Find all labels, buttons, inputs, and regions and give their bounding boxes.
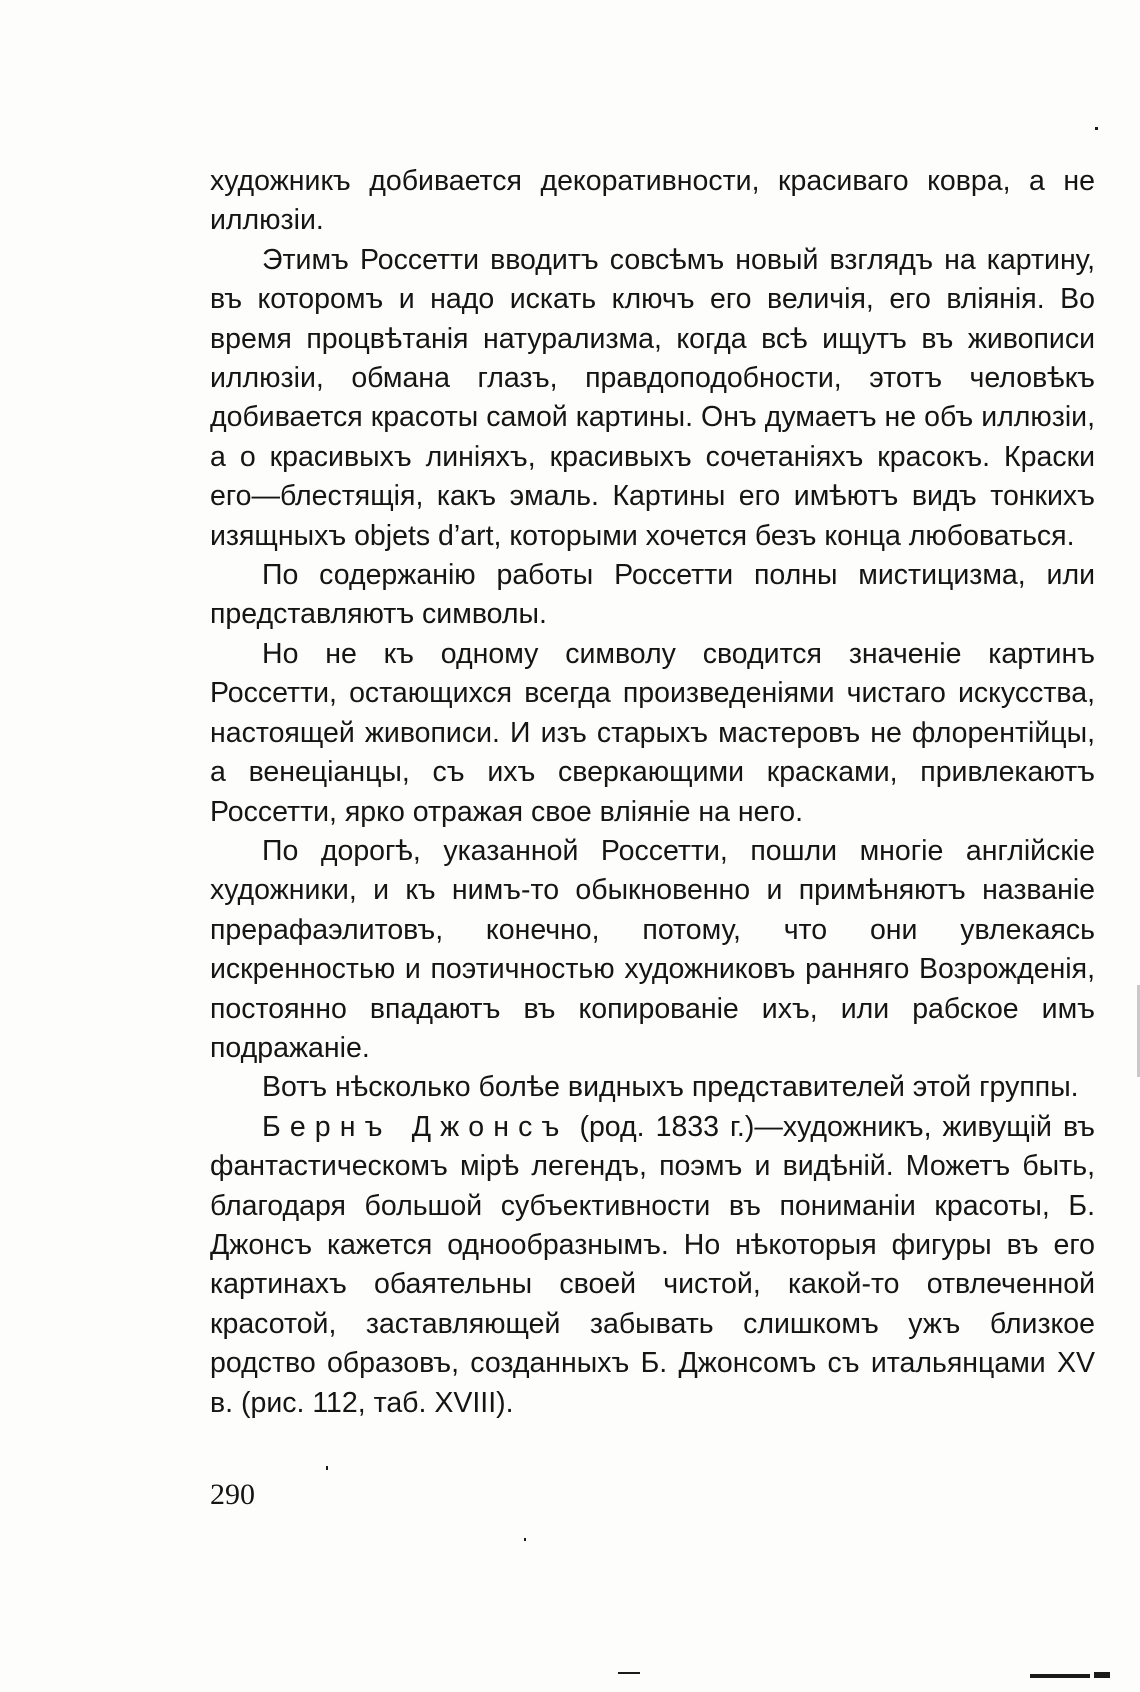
paragraph-burne-jones — [210, 1108, 1095, 1423]
scan-speck — [618, 1672, 640, 1674]
scan-speck — [1094, 1672, 1110, 1678]
body-text — [210, 162, 1095, 1423]
paragraph-continuation: художникъ добивается декоративности, красиваго ковра, а не иллюзіи. — [210, 165, 1095, 237]
scan-speck — [524, 1538, 526, 1541]
scan-speck — [1095, 127, 1098, 130]
scan-speck — [1030, 1674, 1090, 1678]
scan-speck — [326, 1466, 328, 1470]
paragraph-mysticism: По содержанію работы Россетти полны мистицизма, или представляютъ символы. — [210, 559, 1095, 631]
spaced-artist-name: Бернъ Джонсъ — [262, 1110, 569, 1143]
paragraph-group-intro: Вотъ нѣсколько болѣе видныхъ представителей этой группы. — [262, 1071, 1079, 1104]
burne-jones-text: (род. 1833 г.)—художникъ, живущій въ фантастическомъ мірѣ легендъ, поэмъ и видѣній. Можетъ быть, благодаря большой субъективности въ пониманіи красоты, Б. Джонсъ кажется однообразнымъ. Но нѣкоторыя фигуры въ его картинахъ обаятельны своей чистой, какой-то отвлеченной красотой, заставляющей забывать слишкомъ ужъ близкое родство образовъ, созданныхъ Б. Джонсомъ съ итальянцами XV в. (рис. 112, таб. XVIII). — [210, 1110, 1095, 1419]
paragraph-rossetti-view: Этимъ Россетти вводитъ совсѣмъ новый взглядъ на картину, въ которомъ и надо искать ключъ его величія, его вліянія. Во время процвѣтанія натурализма, когда всѣ ищутъ въ живописи иллюзіи, обмана глазъ, правдоподобности, этотъ человѣкъ добивается красоты самой картины. Онъ думаетъ не объ иллюзіи, а о красивыхъ линіяхъ, красивыхъ сочетаніяхъ красокъ. Краски его—блестящія, какъ эмаль. Картины его имѣютъ видъ тонкихъ изящныхъ objets d’art, которыми хочется безъ конца любоваться. — [210, 243, 1095, 552]
page-number: 290 — [210, 1478, 255, 1511]
paragraph-prerafaelites: По дорогѣ, указанной Россетти, пошли многіе англійскіе художники, и къ нимъ-то обыкновенно и примѣняютъ названіе прерафаэлитовъ, конечно, потому, что они увлекаясь искренностью и поэтичностью художниковъ ранняго Возрожденія, постоянно впадаютъ въ копированіе ихъ, или рабское имъ подражаніе. — [210, 834, 1095, 1064]
paragraph-symbol: Но не къ одному символу сводится значеніе картинъ Россетти, остающихся всегда произведеніями чистаго искусства, настоящей живописи. И изъ старыхъ мастеровъ не флорентійцы, а венеціанцы, съ ихъ сверкающими красками, привлекаютъ Россетти, ярко отражая свое вліяніе на него. — [210, 637, 1095, 828]
